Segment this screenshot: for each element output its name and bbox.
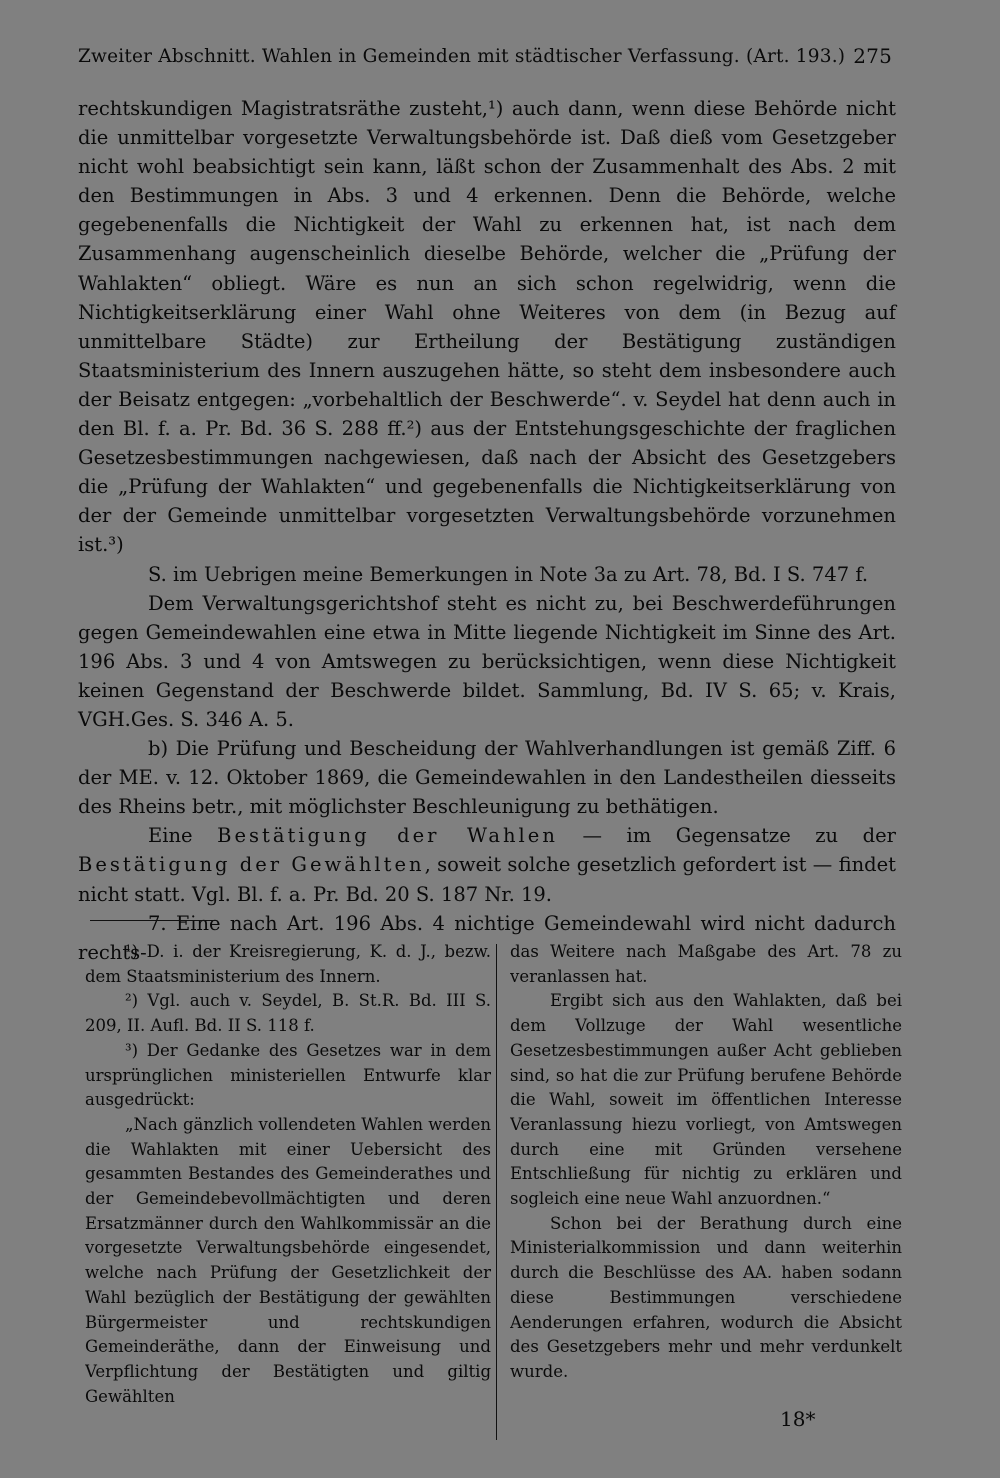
footnote: ¹) D. i. der Kreisregierung, K. d. J., bezw. dem Staatsministerium des Innern. xyxy=(85,942,491,986)
text-run: Eine xyxy=(148,824,218,848)
emphasized-text: Bestätigung der Gewählten xyxy=(78,853,425,877)
running-header xyxy=(78,42,892,78)
body-paragraph: rechtskundigen Magistratsräthe zusteht,¹) auch dann, wenn diese Behörde nicht die unmittelbar vorgesetzte Verwaltungsbehörde ist. Daß dieß vom Gesetzgeber nicht wohl beabsichtigt sein kann, läßt schon der Zusammenhalt des Abs. 2 mit den Bestimmungen in Abs. 3 und 4 erkennen. Denn die Behörde, welche gegebenenfalls die Nichtigkeit der Wahl zu erkennen hat, ist nach dem Zusammenhang augenscheinlich dieselbe Behörde, welcher die „Prüfung der Wahlakten“ obliegt. Wäre es nun an sich schon regelwidrig, wenn die Nichtigkeitserklärung einer Wahl ohne Weiteres von dem (in Bezug auf unmittelbare Städte) zur Ertheilung der Bestätigung zuständigen Staatsministerium des Innern auszugehen hätte, so steht dem insbesondere auch der Beisatz entgegen: „vorbehaltlich der Beschwerde“. v. Seydel hat denn auch in den Bl. f. a. Pr. Bd. 36 S. 288 ff.²) aus der Entstehungsgeschichte der fraglichen Gesetzesbestimmungen nachgewiesen, daß nach der Absicht des Gesetzgebers die „Prüfung der Wahlakten“ und gegebenenfalls die Nichtigkeitserklärung von der der Gemeinde unmittelbar vorgesetzten Verwaltungsbehörde vorzunehmen ist.³) xyxy=(78,97,896,557)
page-number: 275 xyxy=(853,44,892,68)
footnote: ²) Vgl. auch v. Seydel, B. St.R. Bd. III S. 209, II. Aufl. Bd. II S. 118 f. xyxy=(85,991,491,1036)
footnotes-right-column xyxy=(510,940,902,1410)
footnote-continuation: das Weitere nach Maßgabe des Art. 78 zu veranlassen hat. xyxy=(510,942,902,986)
body-paragraph: S. im Uebrigen meine Bemerkungen in Note 3a zu Art. 78, Bd. I S. 747 f. xyxy=(148,562,869,586)
body-paragraph: Dem Verwaltungsgerichtshof steht es nicht zu, bei Beschwerdeführungen gegen Gemeindewahlen eine etwa in Mitte liegende Nichtigkeit im Sinne des Art. 196 Abs. 3 und 4 von Amtswegen zu berücksichtigen, wenn diese Nichtigkeit keinen Gegenstand der Beschwerde bildet. Sammlung, Bd. IV S. 65; v. Krais, VGH.Ges. S. 346 A. 5. xyxy=(78,591,896,731)
footnote-rule xyxy=(90,920,216,921)
main-text xyxy=(78,94,896,967)
footnote: Schon bei der Berathung durch eine Ministerialkommission und dann weiterhin durch die Beschlüsse des AA. haben sodann diese Bestimmungen verschiedene Aenderungen erfahren, wodurch die Absicht des Gesetzgebers mehr und mehr verdunkelt wurde. xyxy=(510,1213,902,1381)
footnote-quote: Ergibt sich aus den Wahlakten, daß bei dem Vollzuge der Wahl wesentliche Gesetzesbestimmungen außer Acht geblieben sind, so hat die zur Prüfung berufene Behörde die Wahl, soweit im öffentlichen Interesse Veranlassung hiezu vorliegt, von Amtswegen durch eine mit Gründen versehene Entschließung für nichtig zu erklären und sogleich eine neue Wahl anzuordnen.“ xyxy=(510,991,902,1209)
text-run: — im Gegensatze zu der xyxy=(557,824,896,848)
footnotes-left-column xyxy=(85,940,491,1420)
emphasized-text: Bestätigung der Wahlen xyxy=(217,824,558,848)
running-title: Zweiter Abschnitt. Wahlen in Gemeinden mit städtischer Verfassung. (Art. 193.) xyxy=(78,46,846,67)
body-paragraph: 7. Eine nach Art. 196 Abs. 4 nichtige Gemeindewahl wird nicht dadurch rechts- xyxy=(78,911,896,964)
signature-mark: 18* xyxy=(780,1407,816,1431)
footnote-quote: „Nach gänzlich vollendeten Wahlen werden die Wahlakten mit einer Uebersicht des gesammten Bestandes des Gemeinderathes und der Gemeindebevollmächtigten und deren Ersatzmänner durch den Wahlkommissär an die vorgesetzte Verwaltungsbehörde eingesendet, welche nach Prüfung der Gesetzlichkeit der Wahl bezüglich der Bestätigung der gewählten Bürgermeister und rechtskundigen Gemeinderäthe, dann der Einweisung und Verpflichtung der Bestätigten und giltig Gewählten xyxy=(85,1114,491,1406)
footnote: ³) Der Gedanke des Gesetzes war in dem ursprünglichen ministeriellen Entwurfe klar ausgedrückt: xyxy=(85,1040,491,1110)
body-paragraph xyxy=(78,821,896,908)
text-run: , soweit solche gesetzlich gefordert ist — findet nicht statt. Vgl. Bl. f. a. Pr. Bd. 20 S. 187 Nr. 19. xyxy=(78,853,896,906)
column-divider xyxy=(496,944,497,1440)
body-paragraph: b) Die Prüfung und Bescheidung der Wahlverhandlungen ist gemäß Ziff. 6 der ME. v. 12. Oktober 1869, die Gemeindewahlen in den Landestheilen diesseits des Rheins betr., mit möglichster Beschleunigung zu bethätigen. xyxy=(78,737,896,819)
